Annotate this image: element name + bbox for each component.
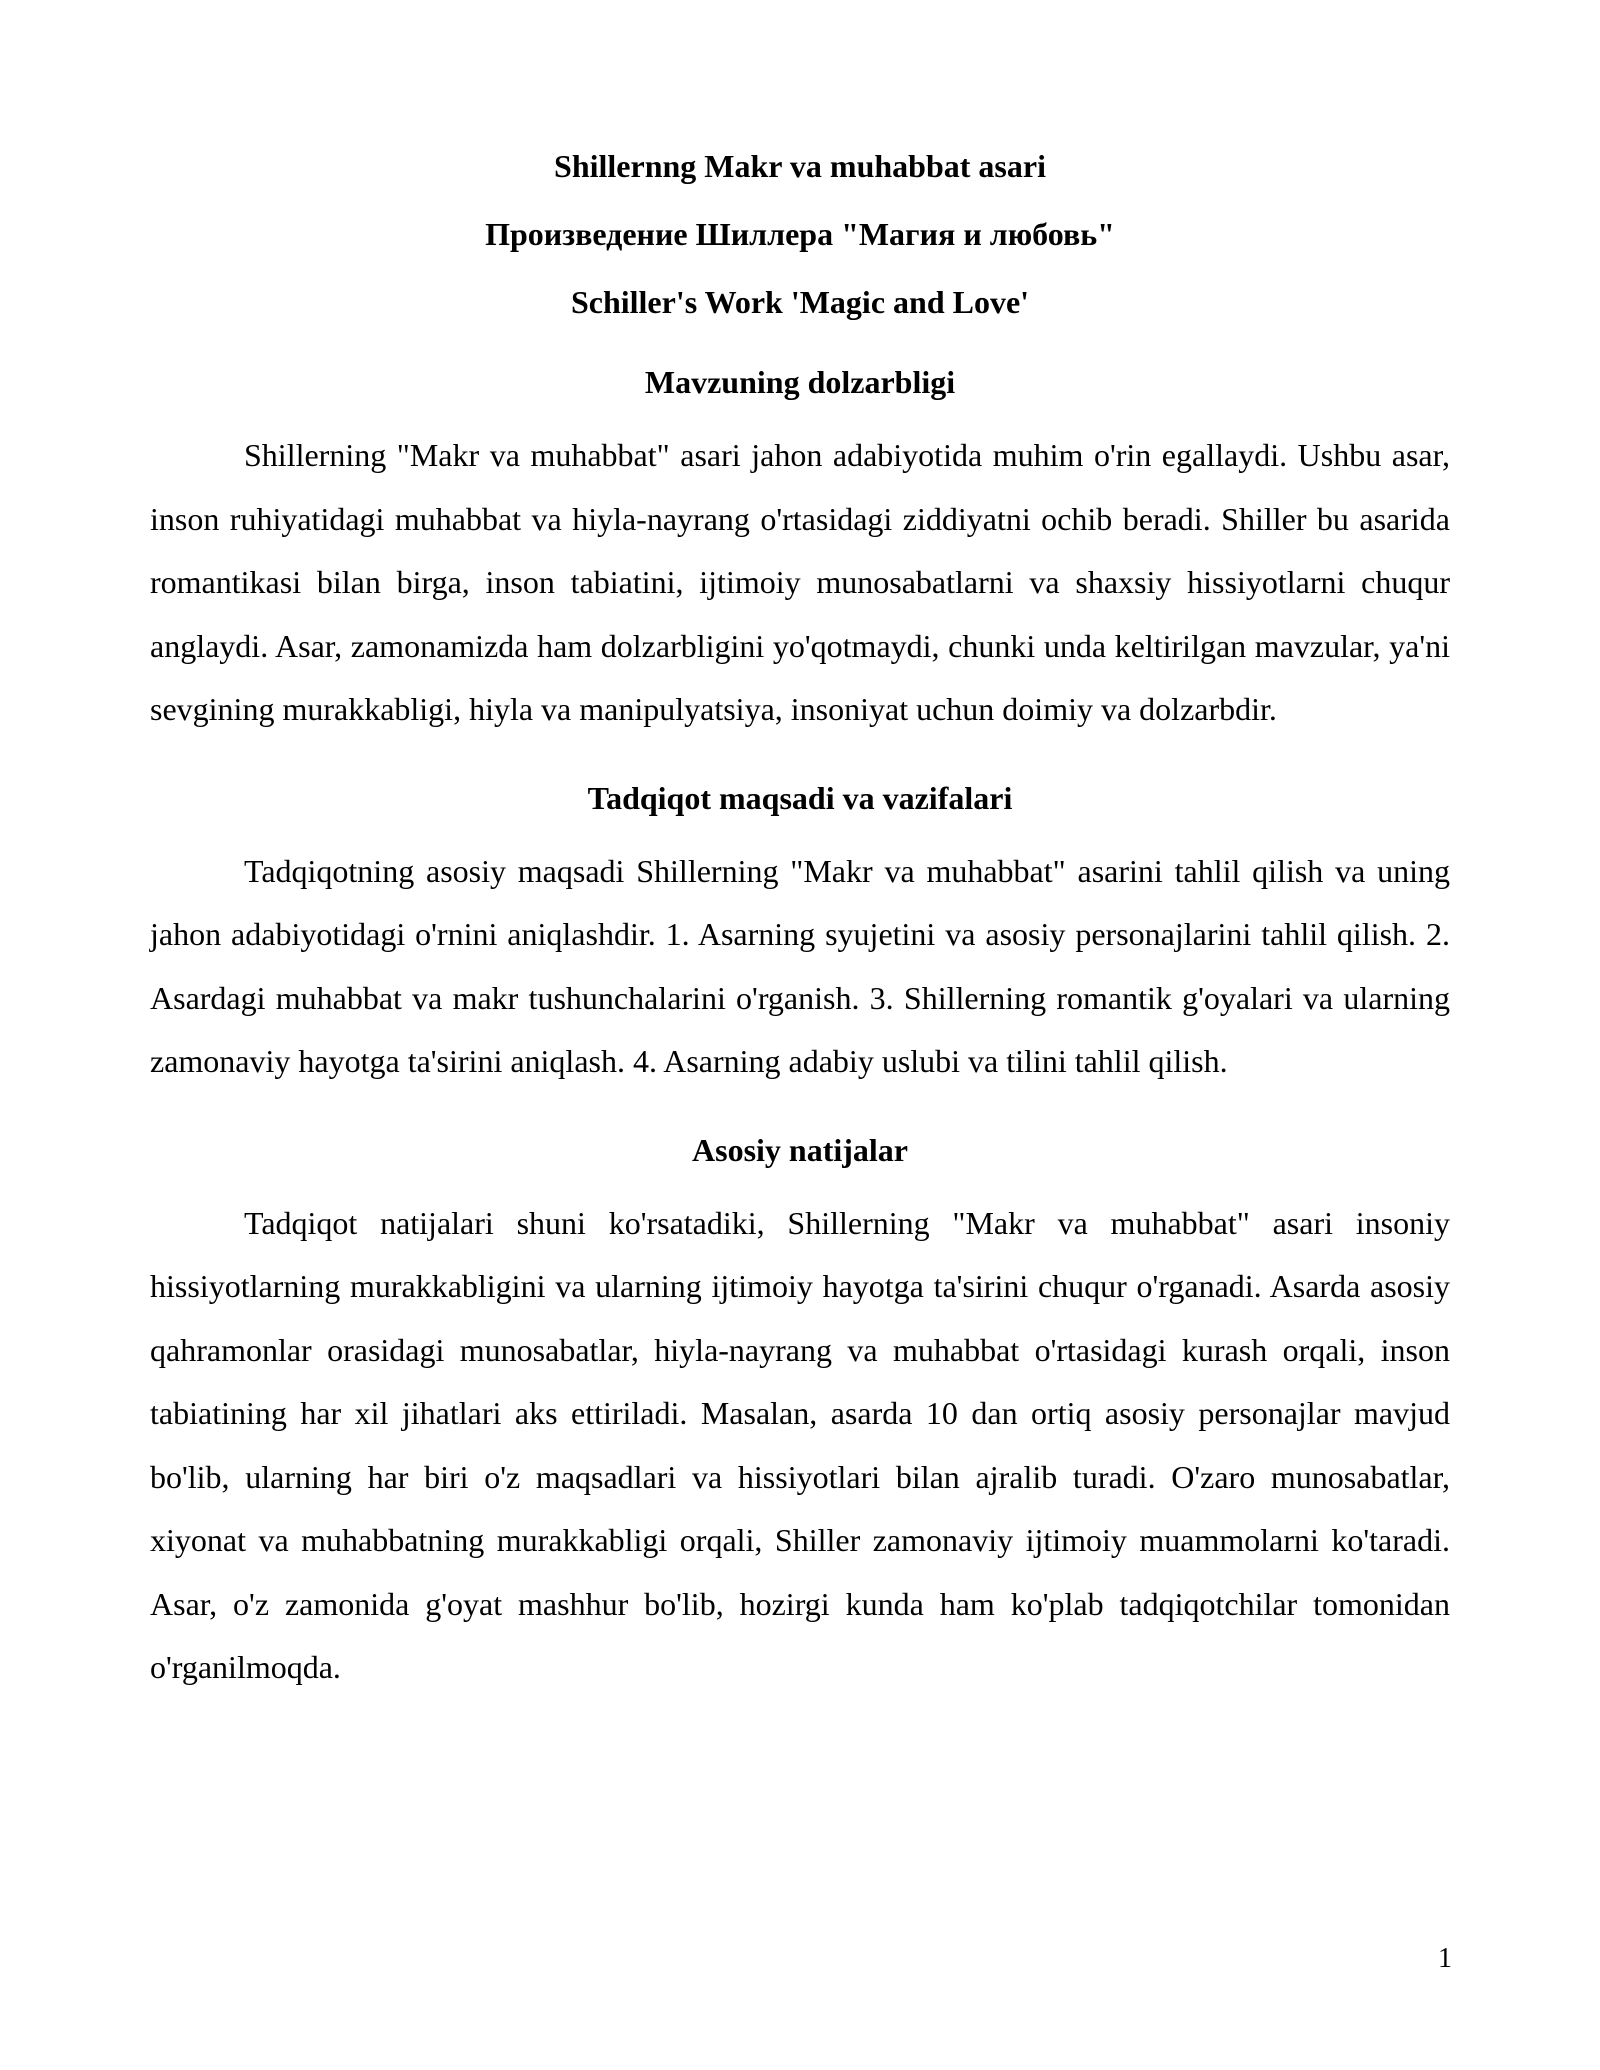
section-paragraph-relevance: Shillerning "Makr va muhabbat" asari jahon adabiyotida muhim o'rin egallaydi. Ushbu asar, inson ruhiyatidagi muhabbat va hiyla-nayrang o'rtasidagi ziddiyatni ochib beradi. Shiller bu asarida romantikasi bilan birga, inson tabiatini, ijtimoiy munosabatlarni va shaxsiy hissiyotlarni chuqur anglaydi. Asar, zamonamizda ham dolzarbligini yo'qotmaydi, chunki unda keltirilgan mavzular, ya'ni sevgining murakkabligi, hiyla va manipulyatsiya, insoniyat uchun doimiy va dolzarbdir.: [150, 437, 1450, 727]
page-number: 1: [1438, 1943, 1452, 1974]
title-english: Schiller's Work 'Magic and Love': [570, 284, 1030, 320]
section-paragraph-results: Tadqiqot natijalari shuni ko'rsatadiki, Shillerning "Makr va muhabbat" asari insoniy hissiyotlarning murakkabligini va ularning ijtimoiy hayotga ta'sirini chuqur o'rganadi. Asarda asosiy qahramonlar orasidagi munosabatlar, hiyla-nayrang va muhabbat o'rtasidagi kurash orqali, inson tabiatining har xil jihatlari aks ettiriladi. Masalan, asarda 10 dan ortiq asosiy personajlar mavjud bo'lib, ularning har biri o'z maqsadlari va hissiyotlari bilan ajralib turadi. O'zaro munosabatlar, xiyonat va muhabbatning murakkabligi orqali, Shiller zamonaviy ijtimoiy muammolarni ko'taradi. Asar, o'z zamonida g'oyat mashhur bo'lib, hozirgi kunda ham ko'plab tadqiqotchilar tomonidan o'rganilmoqda.: [150, 1204, 1450, 1685]
title-uzbek: Shillernng Makr va muhabbat asari: [554, 148, 1046, 184]
section-paragraph-goals: Tadqiqotning asosiy maqsadi Shillerning "Makr va muhabbat" asarini tahlil qilish va uning jahon adabiyotidagi o'rnini aniqlashdir. 1. Asarning syujetini va asosiy personajlarini tahlil qilish. 2. Asardagi muhabbat va makr tushunchalarini o'rganish. 3. Shillerning romantik g'oyalari va ularning zamonaviy hayotga ta'sirini aniqlash. 4. Asarning adabiy uslubi va tilini tahlil qilish.: [150, 852, 1450, 1079]
section-heading-results: Asosiy natijalar: [692, 1131, 908, 1168]
section-heading-relevance: Mavzuning dolzarbligi: [644, 364, 956, 400]
title-russian: Произведение Шиллера "Магия и любовь": [485, 216, 1115, 252]
section-heading-goals: Tadqiqot maqsadi va vazifalari: [587, 779, 1013, 816]
